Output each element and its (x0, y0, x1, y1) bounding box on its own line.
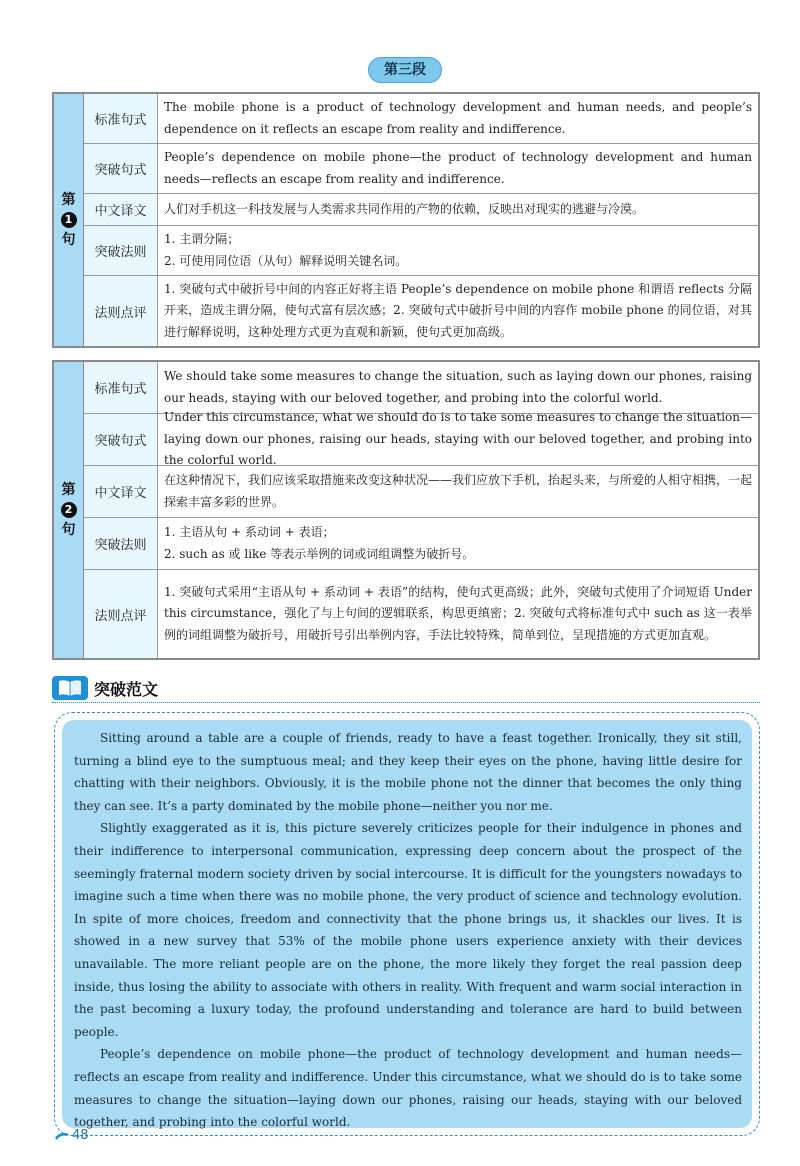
row-label: 中文译文 (84, 466, 158, 517)
row-label: 标准句式 (84, 362, 158, 413)
sentence-1-tag (54, 94, 84, 346)
essay-paragraph: Slightly exaggerated as it is, this picture severely criticizes people for their indulgence in phones and their indifference to interpersonal communication, expressing deep concern about the prospect of the seemingly fraternal modern society driven by social intercourse. It is difficult for the youngsters nowadays to imagine such a time when there was no mobile phone, the very product of science and technology evolution. In spite of more choices, freedom and connectivity that the phone brings us, it shackles our lives. It is showed in a new survey that 53% of the mobile phone users experience anxiety with their devices unavailable. The more reliant people are on the phone, the more likely they forget the real passion deep inside, thus losing the ability to associate with others in reality. With frequent and warm social interaction in the past becoming a luxury today, the profound understanding and tolerance are hard to build between people. (74, 821, 742, 1039)
essay-section-heading (52, 674, 352, 702)
divider (52, 702, 760, 703)
essay-paragraph: People’s dependence on mobile phone—the product of technology development and human needs—reflects an escape from reality and indifference. Under this circumstance, what we should do is to take some measures to change the situation—laying down our phones, raising our heads, staying with our beloved together, and probing into the colorful world. (74, 1047, 742, 1130)
table-row (84, 518, 758, 570)
row-text: 1. 突破句式采用“主语从句 + 系动词 + 表语”的结构，使句式更高级；此外，突破句式使用了介词短语 Under this circumstance，强化了与上句间的逻辑联系，构思更缜密；2. 突破句式将标准句式中 such as 这一表举例的词组调整为破折号，用破折号引出举例内容，手法比较特殊，简单到位，呈现措施的方式更加直观。 (164, 584, 752, 642)
table-row (84, 466, 758, 518)
row-content (158, 226, 758, 275)
row-label: 突破句式 (84, 144, 158, 193)
number-2-icon: 2 (61, 502, 77, 518)
essay-section-title: 突破范文 (94, 679, 159, 699)
rule-line: 2. 可使用同位语（从句）解释说明关键名词。 (164, 253, 408, 268)
row-label: 法则点评 (84, 276, 158, 346)
table-row (84, 94, 758, 144)
row-label: 标准句式 (84, 94, 158, 143)
row-text: Under this circumstance, what we should do is to take some measures to change the situation—laying down our phones, raising our heads, staying with our beloved together, and probing into the colorful world. (164, 410, 752, 468)
side-bottom: 句 (61, 522, 76, 538)
table-row (84, 570, 758, 658)
sentence-table-2 (52, 360, 760, 660)
row-label: 突破句式 (84, 414, 158, 465)
side-bottom: 句 (61, 232, 76, 248)
essay-paragraph: Sitting around a table are a couple of friends, ready to have a feast together. Ironically, they sit still, turning a blind eye to the sumptuous meal; and they keep their eyes on the phone, having little desire for chatting with their neighbors. Obviously, it is the mobile phone not the dinner that becomes the only thing they can see. It’s a party dominated by the mobile phone—neither you nor me. (74, 731, 742, 813)
rule-line: 1. 主语从句 + 系动词 + 表语； (164, 525, 335, 539)
number-1-icon: 1 (61, 212, 77, 228)
page-number (54, 1128, 89, 1143)
row-text: 在这种情况下，我们应该采取措施来改变这种状况——我们应放下手机，抬起头来，与所爱的人相守相携，一起探索丰富多彩的世界。 (164, 473, 753, 509)
row-content (158, 518, 758, 569)
section-label: 第三段 (368, 57, 442, 83)
sentence-table-1 (52, 92, 760, 348)
row-label: 中文译文 (84, 194, 158, 225)
rule-line: 2. such as 或 like 等表示举例的词或词组调整为破折号。 (164, 546, 475, 561)
row-content (158, 144, 758, 193)
row-content (158, 570, 758, 658)
table-row (84, 410, 758, 468)
row-text: 1. 突破句式中破折号中间的内容正好将主语 People’s dependence on mobile phone 和谓语 reflects 分隔开来，造成主谓分隔，使句式富有层次感；2. 突破句式中破折号中间的内容作 mobile phone 的同位语，对其进行解释说明，这种处理方式更为直观和新颖，使句式更加高级。 (164, 281, 752, 339)
row-label: 突破法则 (84, 226, 158, 275)
page-number-text: 48 (72, 1128, 89, 1143)
row-content (158, 194, 758, 225)
page-mark-icon (54, 1131, 70, 1141)
row-content (158, 94, 758, 143)
row-label: 法则点评 (84, 570, 158, 658)
row-text: 人们对手机这一科技发展与人类需求共同作用的产物的依赖，反映出对现实的逃避与冷漠。 (164, 201, 645, 216)
table-row (84, 226, 758, 276)
table-row (84, 194, 758, 226)
table-row (84, 362, 758, 414)
row-label: 突破法则 (84, 518, 158, 569)
row-text: The mobile phone is a product of technology development and human needs, and people’s dependence on it reflects an escape from reality and indifference. (164, 100, 752, 136)
table-row (84, 144, 758, 194)
open-book-icon (52, 676, 88, 700)
side-top: 第 (61, 192, 76, 208)
row-content (158, 362, 758, 413)
rule-line: 1. 主谓分隔； (164, 232, 240, 246)
row-text: People’s dependence on mobile phone—the product of technology development and human needs—reflects an escape from reality and indifference. (164, 150, 752, 186)
sentence-2-tag (54, 362, 84, 658)
row-content (158, 276, 758, 346)
model-essay (74, 727, 742, 1134)
side-top: 第 (61, 482, 76, 498)
row-content (158, 466, 758, 517)
row-text: We should take some measures to change the situation, such as laying down our phones, raising our heads, staying with our beloved together, and probing into the colorful world. (164, 369, 752, 405)
table-row (84, 276, 758, 346)
row-content (158, 410, 758, 468)
